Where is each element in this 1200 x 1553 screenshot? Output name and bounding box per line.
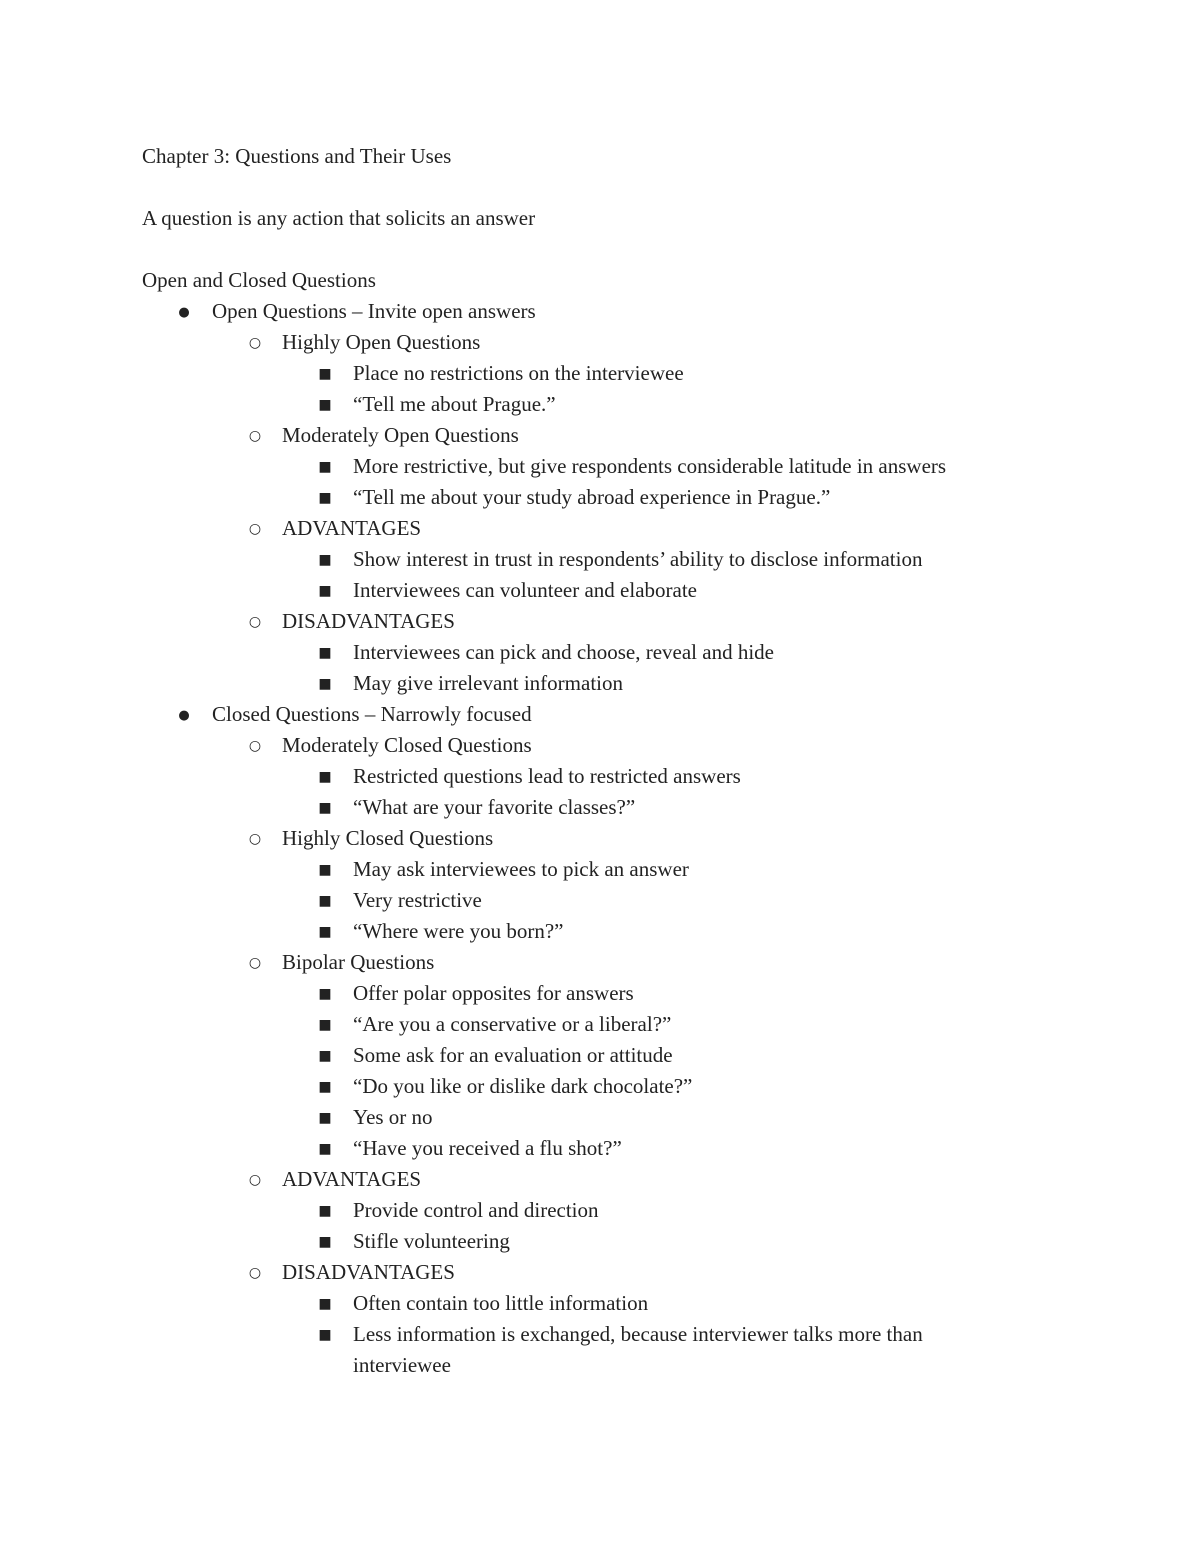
square-bullet-icon — [315, 1009, 335, 1041]
square-bullet-icon — [315, 792, 335, 824]
hollow-circle-bullet-icon — [245, 420, 265, 452]
square-bullet-icon — [315, 1040, 335, 1072]
hollow-circle-bullet-icon — [245, 327, 265, 359]
square-bullet-icon — [315, 916, 335, 948]
document-page: Chapter 3: Questions and Their Uses A question is any action that solicits an answer Open and Closed Questions ● Open Questions – Invite open answers ○ Highly Open Questions ■ Place no restrictions on the interviewee ■ “Tell me about Prague.” ○ Moderately Open Questions ■ More restrictive, but give respondents considerable latitude in answers ■ “Tell me about your study abroad experience in Prague.” ○ ADVANTAGES ■ Show interest in trust in respondents’ ability to disclose information ■ Interviewees can volunteer and elaborate ○ DISADVANTAGES ■ Interviewees can pick and choose, reveal and hide ■ May give irrelevant information ● Closed Questions – Narrowly focused ○ Moderately Closed Questions ■ Restricted questions lead to restricted answers ■ “What are your favorite classes?” ○ Highly Closed Questions ■ May ask interviewees to pick an answer ■ Very restrictive ■ “Where were you born?” ○ Bipolar Questions ■ Offer polar opposites for answers ■ “Are you a conservative or a liberal?” ■ Some ask for an evaluation or attitude ■ “Do you like or dislike dark chocolate?” ■ Yes or no ■ “Have you received a flu shot?” ○ ADVANTAGES ■ Provide control and direction ■ Stifle volunteering ○ DISADVANTAGES ■ Often contain too little information ■ Less information is exchanged, because interviewer talks more than interviewee — [0, 0, 1200, 1553]
hollow-circle-bullet-icon — [245, 730, 265, 762]
square-bullet-icon — [315, 1133, 335, 1165]
square-bullet-icon — [315, 1319, 335, 1351]
square-bullet-icon — [315, 1071, 335, 1103]
square-bullet-icon — [315, 1226, 335, 1258]
filled-circle-bullet-icon — [174, 296, 194, 328]
square-bullet-icon — [315, 482, 335, 514]
hollow-circle-bullet-icon — [245, 1257, 265, 1289]
chapter-title: Chapter 3: Questions and Their Uses — [142, 144, 452, 168]
hollow-circle-bullet-icon — [245, 823, 265, 855]
square-bullet-icon — [315, 358, 335, 390]
square-bullet-icon — [315, 854, 335, 886]
square-bullet-icon — [315, 668, 335, 700]
square-bullet-icon — [315, 389, 335, 421]
square-bullet-icon — [315, 761, 335, 793]
square-bullet-icon — [315, 451, 335, 483]
square-bullet-icon — [315, 1195, 335, 1227]
hollow-circle-bullet-icon — [245, 1164, 265, 1196]
square-bullet-icon — [315, 1288, 335, 1320]
hollow-circle-bullet-icon — [245, 947, 265, 979]
hollow-circle-bullet-icon — [245, 513, 265, 545]
definition-text: A question is any action that solicits an answer — [142, 206, 536, 230]
filled-circle-bullet-icon — [174, 699, 194, 731]
square-bullet-icon — [315, 637, 335, 669]
hollow-circle-bullet-icon — [245, 606, 265, 638]
square-bullet-icon — [315, 978, 335, 1010]
square-bullet-icon — [315, 575, 335, 607]
square-bullet-icon — [315, 1102, 335, 1134]
section-heading: Open and Closed Questions — [142, 268, 376, 292]
square-bullet-icon — [315, 544, 335, 576]
square-bullet-icon — [315, 885, 335, 917]
